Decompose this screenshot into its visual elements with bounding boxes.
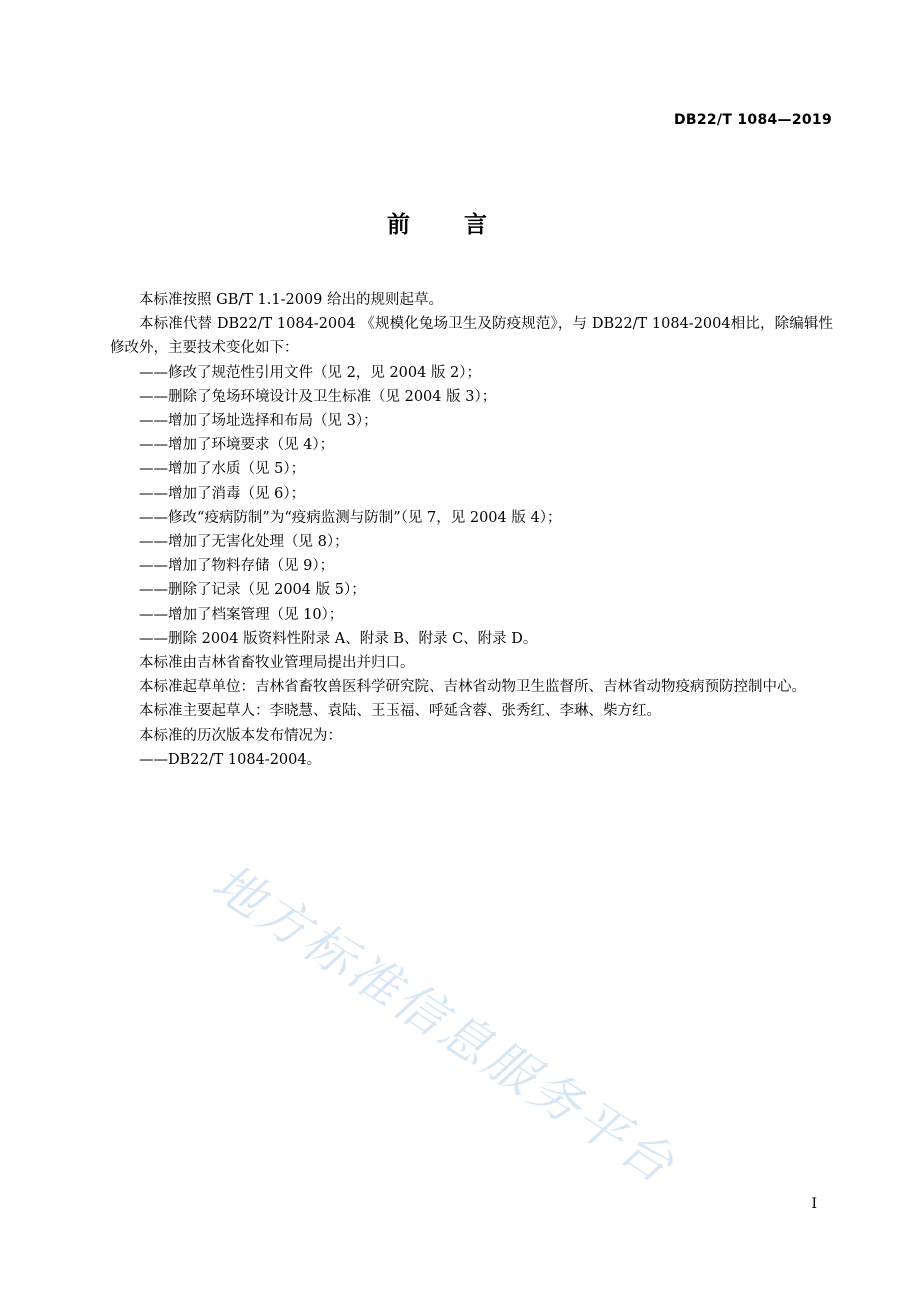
list-item: ——增加了物料存储（见 9）； [139, 558, 335, 575]
list-item: ——删除了记录（见 2004 版 5）； [139, 582, 366, 599]
paragraph: 本标准由吉林省畜牧业管理局提出并归口。 [139, 655, 415, 672]
list-item: ——增加了消毒（见 6）； [139, 485, 306, 502]
paragraph: 本标准代替 DB22/T 1084-2004 《规模化兔场卫生及防疫规范》，与 DB22/T 1084-2004相比，除编辑性修改外，主要技术变化如下： [110, 316, 833, 357]
paragraph: 本标准的历次版本发布情况为： [139, 727, 342, 744]
paragraph: 本标准按照 GB/T 1.1-2009 给出的规则起草。 [139, 292, 443, 308]
list-item: ——增加了场址选择和布局（见 3）； [139, 413, 378, 430]
list-item: ——删除 2004 版资料性附录 A、附录 B、附录 C、附录 D。 [139, 630, 538, 647]
standard-code: DB22/T 1084—2019 [673, 112, 832, 128]
paragraph: 本标准主要起草人：李晓慧、袁陆、王玉福、呼延含蓉、张秀红、李琳、柴方红。 [139, 703, 661, 720]
list-item: ——增加了水质（见 5）； [139, 461, 306, 478]
list-item: ——修改“疫病防制”为“疫病监测与防制”（见 7，见 2004 版 4）； [139, 509, 562, 526]
list-item: ——DB22/T 1084-2004。 [139, 751, 322, 768]
list-item: ——增加了环境要求（见 4）； [139, 437, 335, 454]
page-title: 前言 [387, 212, 541, 238]
list-item: ——增加了档案管理（见 10）； [139, 606, 344, 623]
watermark: 地方标准信息服务平台 [202, 853, 687, 1196]
list-item: ——增加了无害化处理（见 8）； [139, 534, 349, 551]
page-number: I [811, 1196, 817, 1212]
paragraph: 本标准起草单位：吉林省畜牧兽医科学研究院、吉林省动物卫生监督所、吉林省动物疫病预防控制中心。 [139, 679, 806, 696]
list-item: ——删除了兔场环境设计及卫生标准（见 2004 版 3）； [139, 388, 497, 405]
document-body [110, 288, 833, 772]
list-item: ——修改了规范性引用文件（见 2，见 2004 版 2）； [139, 364, 482, 381]
